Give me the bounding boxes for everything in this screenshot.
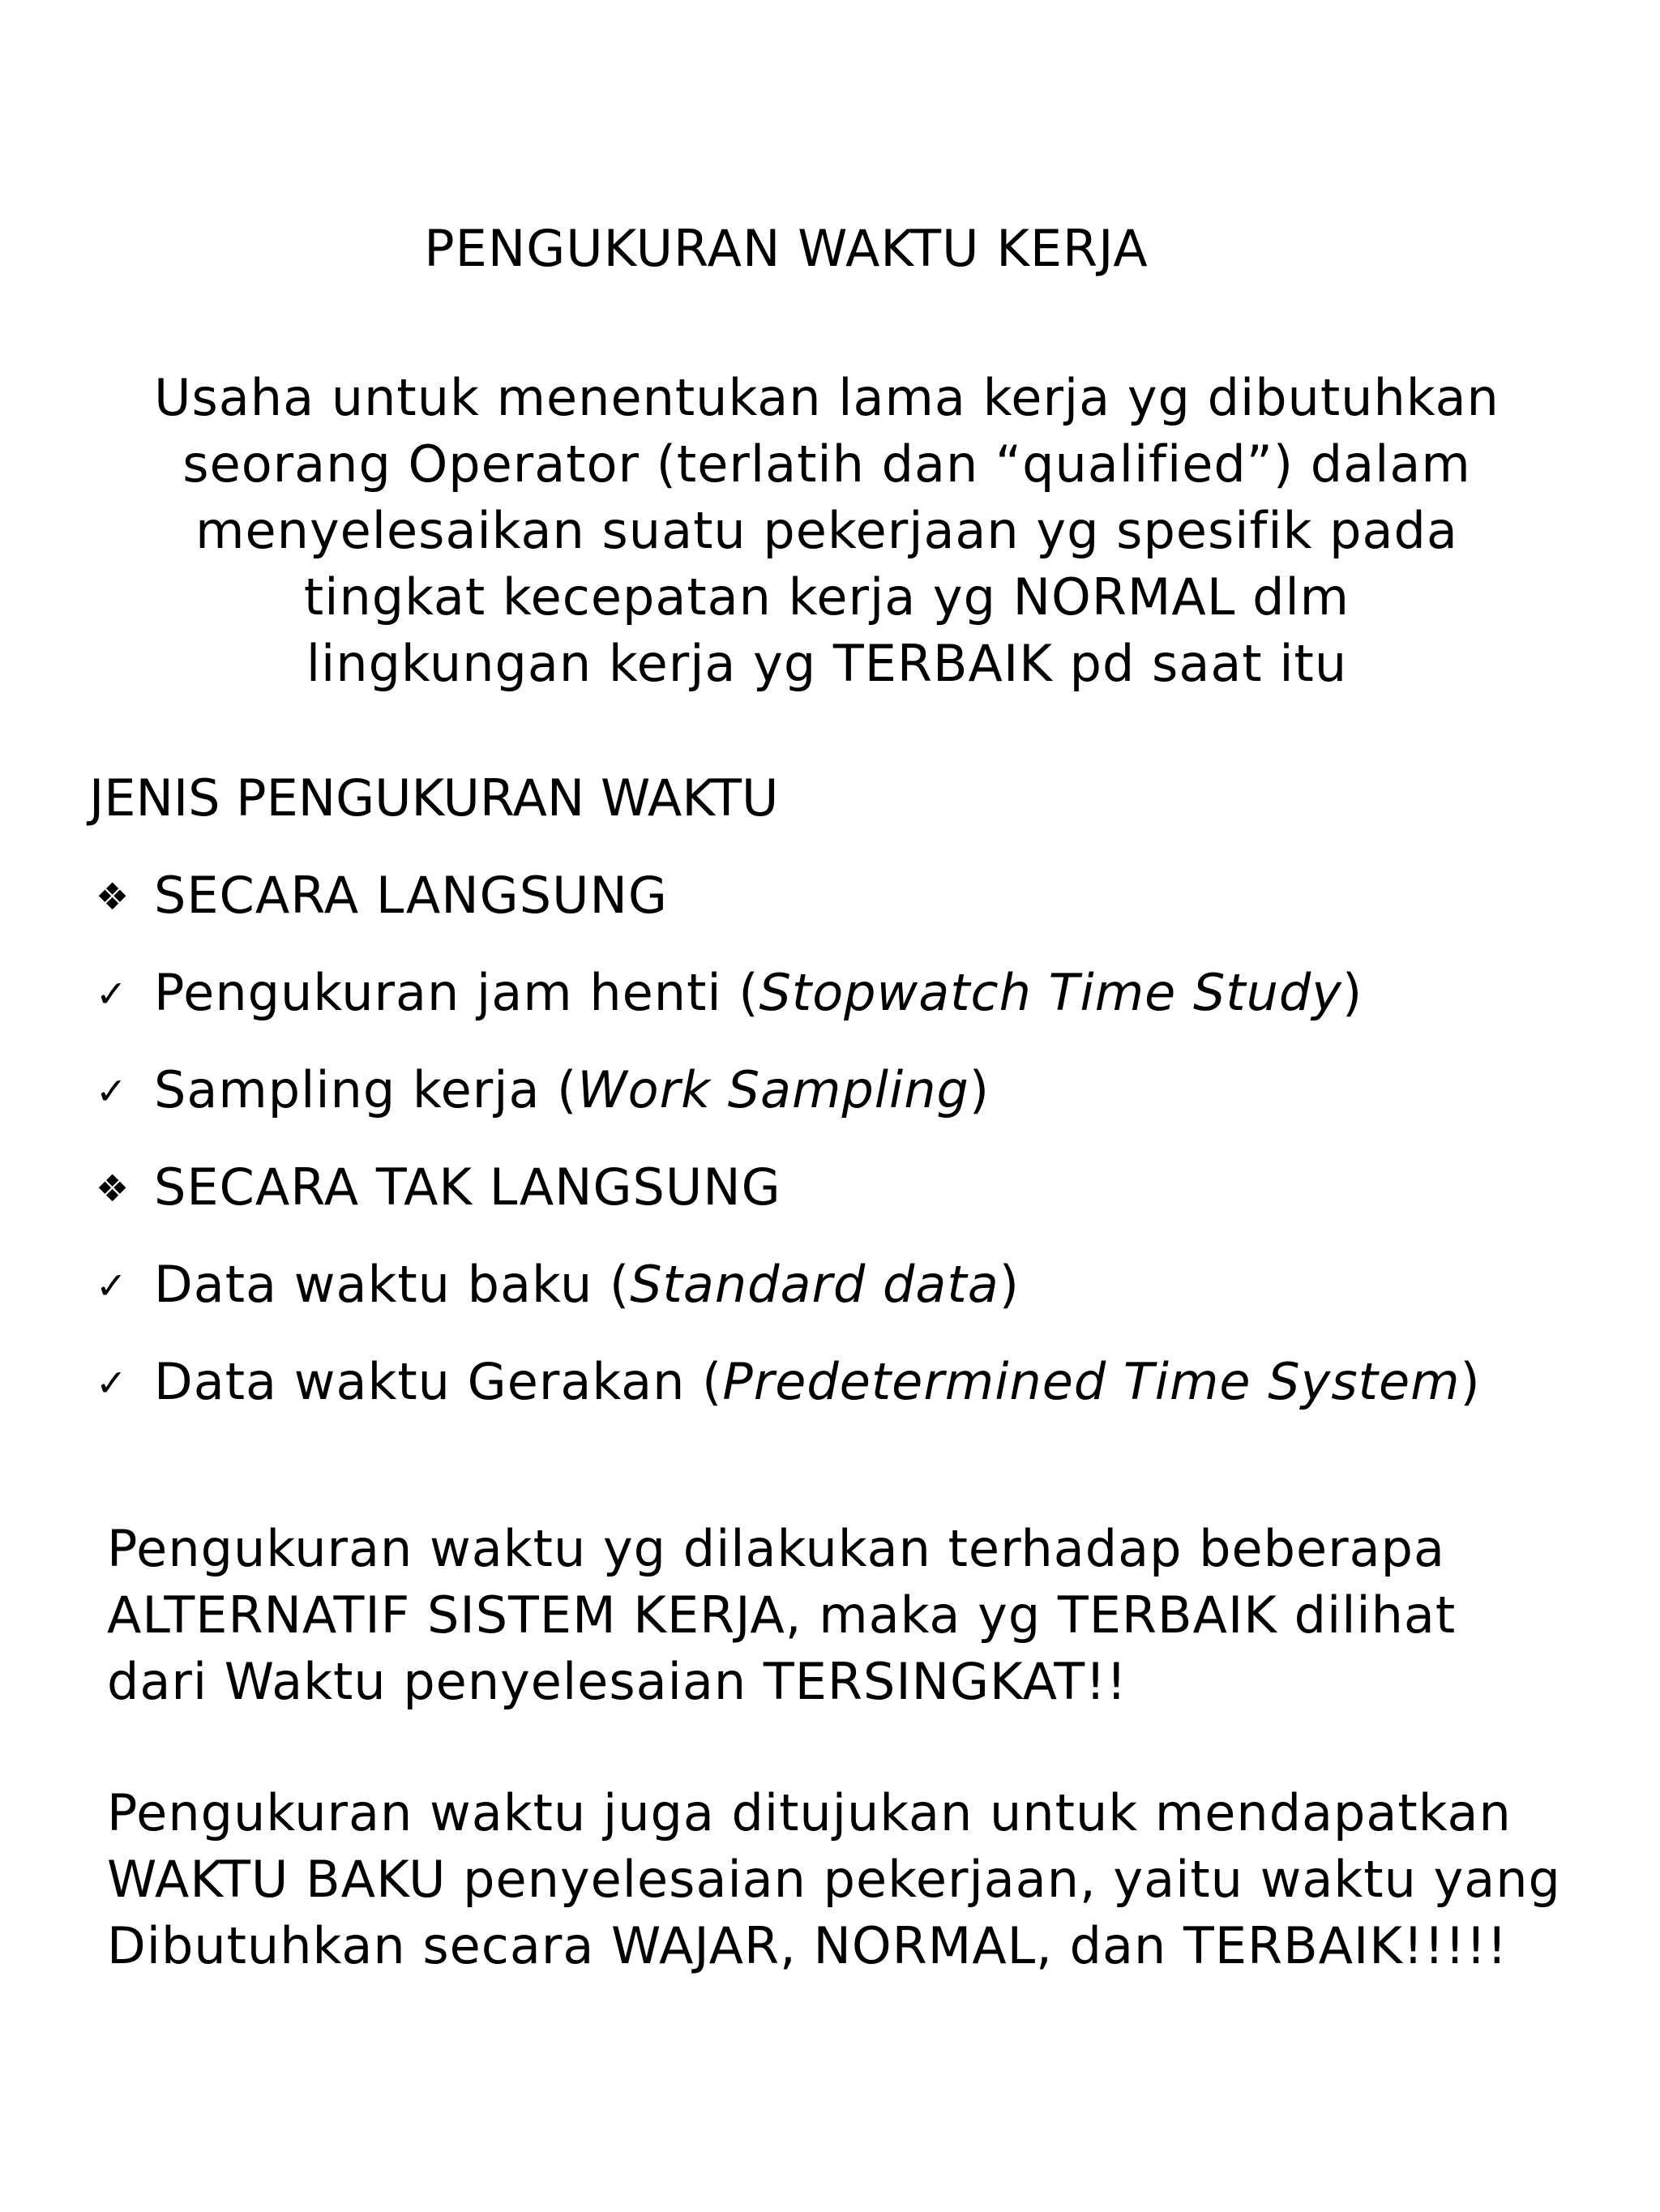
item-italic-term: Stopwatch Time Study: [759, 963, 1342, 1022]
list-item-standard-data: [96, 1255, 1020, 1314]
definition-line: tingkat kecepatan kerja yg NORMAL dlm: [303, 567, 1350, 627]
paragraph-line: Dibutuhkan secara WAJAR, NORMAL, dan TERBAIK!!!!!: [107, 1916, 1508, 1975]
paragraph-line: ALTERNATIF SISTEM KERJA, maka yg TERBAIK dilihat: [107, 1585, 1457, 1645]
category-tak-langsung: [96, 1157, 781, 1217]
item-close-paren: ): [999, 1255, 1020, 1314]
item-italic-term: Standard data: [630, 1255, 999, 1314]
item-close-paren: ): [1341, 963, 1363, 1022]
list-item-predetermined: [96, 1352, 1481, 1411]
item-text: Data waktu Gerakan (: [154, 1352, 723, 1411]
category-label: SECARA TAK LANGSUNG: [154, 1157, 781, 1217]
item-close-paren: ): [969, 1060, 990, 1119]
item-close-paren: ): [1460, 1352, 1481, 1411]
definition-line: lingkungan kerja yg TERBAIK pd saat itu: [306, 634, 1348, 693]
diamond-bullet-icon: ❖: [96, 1166, 130, 1210]
item-text: Pengukuran jam henti (: [154, 963, 759, 1022]
checkmark-icon: ✓: [96, 1361, 128, 1405]
diamond-bullet-icon: ❖: [96, 875, 130, 918]
paragraph-line: Pengukuran waktu juga ditujukan untuk mendapatkan: [107, 1783, 1512, 1842]
paragraph-line: Pengukuran waktu yg dilakukan terhadap beberapa: [107, 1519, 1446, 1578]
list-item-work-sampling: [96, 1060, 990, 1119]
section-heading-jenis: JENIS PENGUKURAN WAKTU: [89, 768, 779, 828]
definition-paragraph: [81, 365, 1572, 697]
list-item-stopwatch: [96, 963, 1363, 1022]
paragraph-line: dari Waktu penyelesaian TERSINGKAT!!: [107, 1652, 1127, 1711]
category-langsung: [96, 866, 668, 925]
paragraph-alternatif: [107, 1516, 1615, 1715]
item-italic-term: Predetermined Time System: [722, 1352, 1461, 1411]
checkmark-icon: ✓: [96, 1264, 128, 1307]
paragraph-waktu-baku: [107, 1780, 1615, 1979]
item-text: Sampling kerja (: [154, 1060, 578, 1119]
definition-line: Usaha untuk menentukan lama kerja yg dibutuhkan: [154, 368, 1500, 427]
checkmark-icon: ✓: [96, 1069, 128, 1113]
item-text: Data waktu baku (: [154, 1255, 631, 1314]
paragraph-line: WAKTU BAKU penyelesaian pekerjaan, yaitu waktu yang: [107, 1850, 1561, 1909]
category-label: SECARA LANGSUNG: [154, 866, 668, 925]
page-title: PENGUKURAN WAKTU KERJA: [424, 219, 1149, 278]
checkmark-icon: ✓: [96, 972, 128, 1016]
definition-line: menyelesaikan suatu pekerjaan yg spesifik pada: [195, 501, 1458, 560]
item-italic-term: Work Sampling: [577, 1060, 969, 1119]
definition-line: seorang Operator (terlatih dan “qualified”) dalam: [182, 434, 1471, 494]
